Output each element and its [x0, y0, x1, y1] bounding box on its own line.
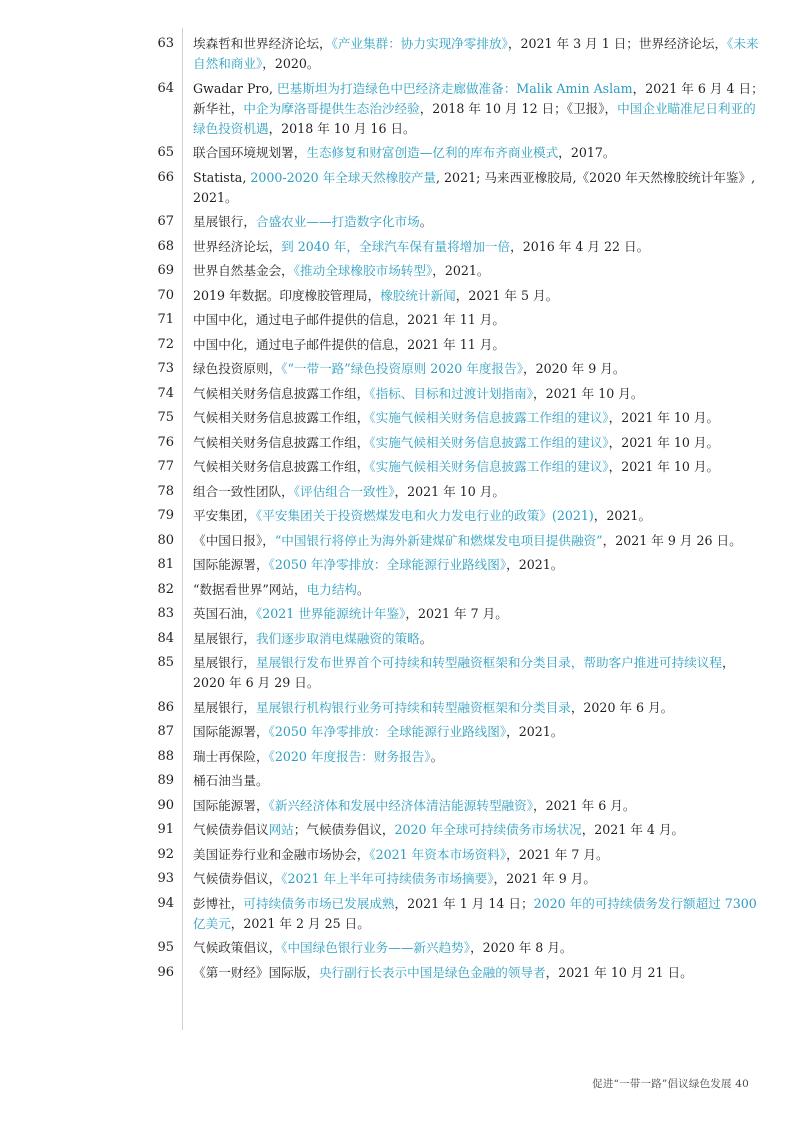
- reference-number: 76: [157, 434, 174, 450]
- reference-number: 87: [157, 724, 174, 739]
- reference-link[interactable]: 2020 年的可持续债务发行额超过 7300 亿美元: [193, 895, 757, 931]
- reference-link[interactable]: 《2050 年净零排放：全球能源行业路线图》: [268, 557, 507, 573]
- reference-item: [0, 651, 793, 696]
- reference-number: 67: [157, 214, 174, 229]
- reference-item: [0, 166, 793, 211]
- reference-link[interactable]: 《2021 年资本市场资料》: [369, 846, 507, 862]
- reference-segment: 美国证券行业和金融市场协会，: [193, 846, 370, 862]
- reference-item: [0, 333, 793, 358]
- reference-segment: 气候相关财务信息披露工作组，: [193, 459, 370, 475]
- reference-segment: ，2021 年 7 月。: [405, 606, 508, 622]
- reference-link[interactable]: 《实施气候相关财务信息披露工作组的建议》: [369, 410, 609, 426]
- reference-segment: ，2020 年 9 月。: [523, 361, 626, 377]
- reference-number: 80: [157, 532, 174, 548]
- reference-item: [0, 843, 793, 868]
- reference-text: [193, 480, 765, 505]
- reference-link[interactable]: 中企为摩洛哥提供生态治沙经验: [243, 100, 420, 116]
- reference-segment: ，2021。: [432, 263, 490, 279]
- reference-text: [193, 553, 765, 578]
- reference-item: [0, 431, 793, 456]
- reference-link[interactable]: 《指标、目标和过渡计划指南》: [369, 385, 534, 401]
- reference-segment: 绿色投资原则，: [193, 361, 282, 377]
- reference-item: [0, 32, 793, 77]
- reference-segment: 世界经济论坛，: [193, 238, 282, 254]
- reference-text: [193, 77, 765, 142]
- reference-segment: Statista,: [193, 169, 251, 185]
- reference-number: 63: [157, 36, 174, 51]
- reference-segment: 气候相关财务信息披露工作组，: [193, 410, 370, 426]
- reference-segment: ，2016 年 4 月 22 日。: [510, 238, 650, 254]
- reference-segment: 2019 年数据。印度橡胶管理局，: [193, 287, 381, 303]
- reference-segment: 平安集团，: [193, 508, 256, 524]
- reference-segment: ，2021 年 6 月 4 日；新华社，: [193, 80, 764, 116]
- reference-link[interactable]: 可持续债务市场已发展成熟: [243, 895, 395, 911]
- reference-segment: ，2021 年 1 月 14 日；: [394, 895, 534, 911]
- reference-number: 95: [157, 940, 174, 955]
- reference-item: [0, 480, 793, 505]
- reference-segment: 气候相关财务信息披露工作组，: [193, 434, 370, 450]
- reference-link[interactable]: 橡胶统计新闻: [380, 287, 456, 303]
- reference-segment: ，2021 年 9 月 26 日。: [602, 532, 742, 548]
- reference-text: [193, 431, 765, 456]
- reference-text: [193, 602, 765, 627]
- reference-link[interactable]: 星展银行机构银行业务可持续和转型融资框架和分类目录: [255, 699, 571, 715]
- reference-number: 69: [157, 263, 174, 278]
- reference-link[interactable]: 《2050 年净零排放：全球能源行业路线图》: [268, 724, 507, 740]
- reference-number: 88: [157, 748, 174, 764]
- reference-segment: ，2021 年 10 月。: [608, 434, 720, 450]
- reference-segment: 英国石油，: [193, 606, 256, 622]
- reference-item: [0, 936, 793, 961]
- reference-segment: 。: [430, 748, 444, 764]
- reference-text: [193, 308, 765, 333]
- reference-segment: ，2018 年 10 月 12 日；《卫报》，: [419, 100, 618, 116]
- reference-segment: 国际能源署，: [193, 797, 269, 813]
- reference-number: 96: [157, 964, 174, 980]
- reference-text: [193, 166, 765, 211]
- reference-number: 71: [157, 312, 174, 327]
- reference-item: [0, 892, 793, 937]
- reference-item: [0, 745, 793, 770]
- reference-link[interactable]: 网站: [268, 822, 294, 838]
- reference-list: [0, 32, 793, 985]
- reference-link[interactable]: 到 2040 年，全球汽车保有量将增加一倍: [281, 238, 511, 254]
- reference-text: [193, 627, 765, 652]
- reference-link[interactable]: 《平安集团关于投资燃煤发电和火力发电行业的政策》(2021): [255, 508, 594, 524]
- reference-text: [193, 892, 765, 937]
- reference-segment: 中国中化，通过电子邮件提供的信息，2021 年 11 月。: [193, 312, 505, 328]
- reference-item: [0, 553, 793, 578]
- reference-segment: 联合国环境规划署，: [193, 145, 307, 161]
- reference-segment: ，2021 年 7 月。: [506, 846, 609, 862]
- reference-item: [0, 720, 793, 745]
- reference-segment: ，2020 年 8 月。: [470, 940, 573, 956]
- reference-segment: 桶石油当量。: [193, 773, 269, 789]
- reference-segment: ，2020 年 6 月。: [570, 699, 674, 715]
- reference-number: 81: [157, 557, 174, 572]
- reference-number: 78: [157, 483, 174, 499]
- reference-segment: 国际能源署，: [193, 724, 269, 740]
- reference-number: 85: [157, 655, 174, 670]
- reference-segment: 组合一致性团队，: [193, 483, 294, 499]
- reference-text: [193, 455, 765, 480]
- reference-segment: 气候政策倡议，: [193, 940, 282, 956]
- reference-segment: ，2017。: [558, 145, 616, 161]
- reference-link[interactable]: 电力结构: [306, 581, 358, 597]
- reference-text: [193, 210, 765, 235]
- reference-text: [193, 357, 765, 382]
- reference-segment: ，2021 年 10 月。: [533, 385, 644, 401]
- reference-segment: 瑞士再保险，: [193, 748, 269, 764]
- reference-segment: 《第一财经》国际版，: [193, 964, 319, 980]
- reference-link[interactable]: 我们逐步取消电煤融资的策略: [255, 630, 420, 646]
- reference-number: 92: [157, 846, 174, 862]
- reference-number: 94: [157, 895, 174, 911]
- reference-link[interactable]: 《评估组合一致性》: [293, 483, 395, 499]
- reference-segment: ，2020 年 6 月 29 日。: [193, 655, 735, 691]
- reference-item: [0, 769, 793, 794]
- reference-segment: 世界自然基金会，: [193, 263, 294, 279]
- reference-number: 84: [157, 630, 174, 646]
- reference-link[interactable]: 2020 年全球可持续债务市场状况: [394, 822, 582, 838]
- reference-text: [193, 235, 765, 260]
- reference-link[interactable]: 《实施气候相关财务信息披露工作组的建议》: [369, 459, 609, 475]
- reference-text: [193, 961, 765, 986]
- reference-item: [0, 455, 793, 480]
- reference-number: 83: [157, 606, 174, 621]
- reference-segment: ，2021。: [506, 724, 564, 740]
- reference-segment: ，2021 年 3 月 1 日；世界经济论坛，: [507, 36, 728, 52]
- reference-number: 91: [157, 822, 174, 837]
- reference-item: [0, 529, 793, 554]
- reference-segment: 中国中化，通过电子邮件提供的信息，2021 年 11 月。: [193, 336, 505, 352]
- reference-segment: 。: [357, 581, 370, 597]
- reference-number: 90: [157, 797, 174, 813]
- reference-segment: “数据看世界”网站，: [193, 581, 307, 597]
- reference-segment: ，2021 年 10 月 21 日。: [545, 964, 693, 980]
- reference-link[interactable]: 合盛农业——打造数字化市场: [255, 214, 420, 230]
- reference-link[interactable]: 《2021 年上半年可持续债务市场摘要》: [281, 871, 494, 887]
- reference-text: [193, 843, 765, 868]
- reference-number: 93: [157, 871, 174, 886]
- reference-number: 66: [157, 169, 174, 185]
- reference-link[interactable]: 中国企业瞄准尼日利亚的绿色投资机遇: [193, 100, 756, 136]
- reference-item: [0, 284, 793, 309]
- reference-item: [0, 504, 793, 529]
- reference-number: 74: [157, 385, 174, 401]
- reference-item: [0, 235, 793, 260]
- reference-segment: 彭博社，: [193, 895, 244, 911]
- reference-number: 75: [157, 410, 174, 425]
- reference-segment: 气候债券倡议: [193, 822, 269, 838]
- reference-text: [193, 32, 765, 77]
- reference-number: 72: [157, 336, 174, 352]
- reference-segment: ，2020。: [262, 56, 320, 72]
- reference-text: [193, 284, 765, 309]
- reference-segment: ，2021 年 10 月。: [394, 483, 505, 499]
- reference-number: 86: [157, 699, 174, 715]
- reference-segment: 。: [419, 630, 433, 646]
- reference-segment: 埃森哲和世界经济论坛，: [193, 36, 332, 52]
- reference-item: [0, 578, 793, 603]
- reference-text: [193, 818, 765, 843]
- reference-text: [193, 578, 765, 603]
- reference-item: [0, 406, 793, 431]
- reference-item: [0, 961, 793, 986]
- reference-item: [0, 818, 793, 843]
- reference-link[interactable]: 《2020 年度报告：财务报告》: [268, 748, 431, 764]
- reference-segment: ，2021。: [506, 557, 564, 573]
- reference-item: [0, 308, 793, 333]
- reference-item: [0, 794, 793, 819]
- reference-segment: 星展银行，: [193, 699, 256, 715]
- reference-link[interactable]: 《未来自然和商业》: [193, 36, 759, 72]
- reference-segment: ，2021 年 2 月 25 日。: [230, 915, 370, 931]
- reference-link[interactable]: 星展银行发布世界首个可持续和转型融资框架和分类目录，帮助客户推进可持续议程: [255, 655, 722, 671]
- reference-segment: ，2021。: [593, 508, 652, 524]
- reference-item: [0, 382, 793, 407]
- reference-link[interactable]: 《新兴经济体和发展中经济体清洁能源转型融资》: [268, 797, 534, 813]
- reference-text: [193, 504, 765, 529]
- reference-number: 65: [157, 145, 174, 160]
- reference-item: [0, 210, 793, 235]
- reference-segment: ，2021 年 4 月。: [581, 822, 685, 838]
- reference-text: [193, 259, 765, 284]
- reference-link[interactable]: 生态修复和财富创造—亿利的库布齐商业模式: [306, 145, 559, 161]
- reference-segment: 星展银行，: [193, 655, 256, 671]
- reference-link[interactable]: “中国银行将停止为海外新建煤矿和燃煤发电项目提供融资”: [274, 532, 603, 548]
- reference-link[interactable]: 央行副行长表示中国是绿色金融的领导者: [318, 964, 546, 980]
- reference-link[interactable]: 《2021 世界能源统计年鉴》: [255, 606, 406, 622]
- reference-text: [193, 529, 765, 554]
- reference-item: [0, 141, 793, 166]
- reference-link[interactable]: 《推动全球橡胶市场转型》: [293, 263, 433, 279]
- reference-segment: 气候相关财务信息披露工作组，: [193, 385, 370, 401]
- reference-item: [0, 602, 793, 627]
- reference-text: [193, 936, 765, 961]
- reference-item: [0, 627, 793, 652]
- reference-text: [193, 333, 765, 358]
- reference-text: [193, 867, 765, 892]
- reference-number: 73: [157, 361, 174, 376]
- reference-segment: 星展银行，: [193, 630, 256, 646]
- reference-item: [0, 867, 793, 892]
- reference-segment: , 2021; 马来西亚橡胶局,《2020 年天然橡胶统计年鉴》, 2021。: [193, 169, 756, 205]
- reference-number: 64: [157, 80, 174, 96]
- reference-number: 68: [157, 238, 174, 254]
- reference-number: 79: [157, 508, 174, 523]
- reference-text: [193, 769, 765, 794]
- reference-item: [0, 696, 793, 721]
- reference-link[interactable]: 《产业集群：协力实现净零排放》: [331, 36, 508, 52]
- reference-link[interactable]: 《中国绿色银行业务——新兴趋势》: [281, 940, 471, 956]
- reference-number: 89: [157, 773, 174, 788]
- reference-text: [193, 406, 765, 431]
- reference-link[interactable]: 《“一带一路”绿色投资原则 2020 年度报告》: [281, 361, 523, 377]
- reference-text: [193, 720, 765, 745]
- page-number: 40: [735, 1078, 749, 1090]
- reference-item: [0, 77, 793, 142]
- reference-number: 70: [157, 287, 174, 303]
- reference-link[interactable]: 巴基斯坦为打造绿色中巴经济走廊做准备：Malik Amin Aslam: [277, 80, 633, 96]
- reference-text: [193, 696, 765, 721]
- footer-title: 促进“一带一路”倡议绿色发展: [592, 1078, 732, 1090]
- reference-segment: 。: [419, 214, 433, 230]
- page-footer: [592, 1076, 749, 1091]
- reference-segment: ，2021 年 10 月。: [608, 459, 720, 475]
- reference-link[interactable]: 2000-2020 年全球天然橡胶产量: [250, 169, 437, 185]
- reference-segment: ，2021 年 5 月。: [455, 287, 559, 303]
- reference-item: [0, 357, 793, 382]
- reference-segment: 星展银行，: [193, 214, 256, 230]
- reference-segment: ，2018 年 10 月 16 日。: [268, 120, 416, 136]
- reference-number: 77: [157, 459, 174, 474]
- reference-segment: ；气候债券倡议，: [293, 822, 395, 838]
- reference-text: [193, 745, 765, 770]
- reference-text: [193, 651, 765, 696]
- reference-item: [0, 259, 793, 284]
- reference-text: [193, 382, 765, 407]
- reference-segment: 国际能源署，: [193, 557, 269, 573]
- reference-text: [193, 794, 765, 819]
- reference-segment: Gwadar Pro,: [193, 80, 278, 96]
- reference-segment: 《中国日报》，: [193, 532, 275, 548]
- reference-segment: ，2021 年 9 月。: [493, 871, 596, 887]
- reference-segment: 气候债券倡议，: [193, 871, 282, 887]
- reference-number: 82: [157, 581, 174, 597]
- reference-link[interactable]: 《实施气候相关财务信息披露工作组的建议》: [369, 434, 609, 450]
- reference-text: [193, 141, 765, 166]
- reference-segment: ，2021 年 10 月。: [608, 410, 720, 426]
- reference-segment: ，2021 年 6 月。: [533, 797, 636, 813]
